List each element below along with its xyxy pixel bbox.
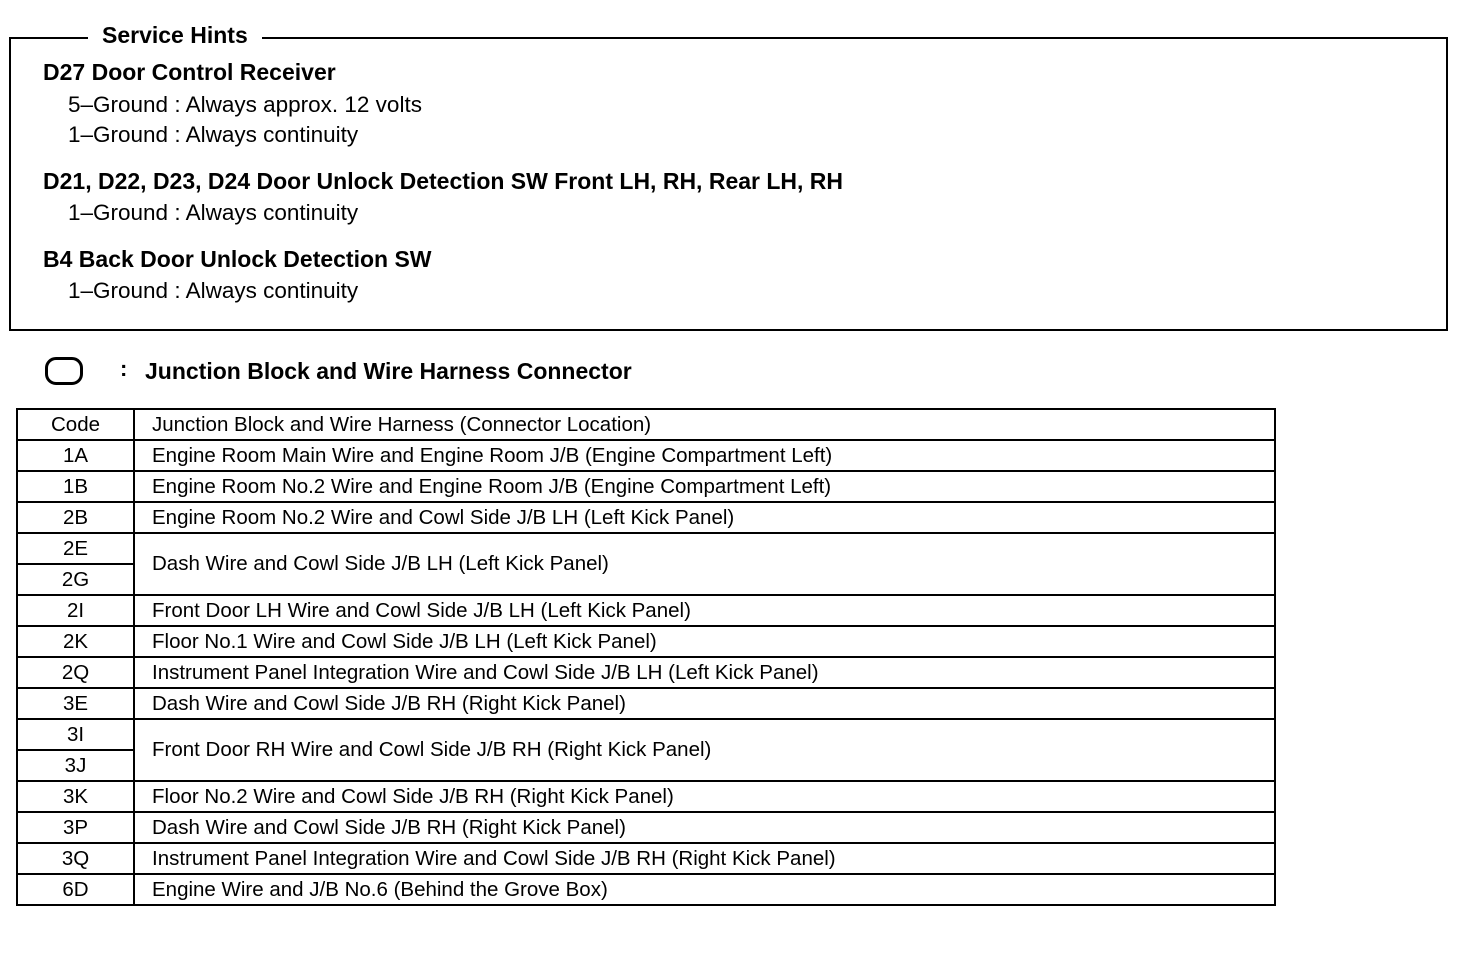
table-header-row [17, 409, 1275, 440]
row-code: 3J [17, 750, 134, 781]
row-description: Instrument Panel Integration Wire and Cowl Side J/B RH (Right Kick Panel) [134, 843, 1275, 874]
hint-heading-b4: B4 Back Door Unlock Detection SW [43, 246, 432, 272]
hint-line: 1–Ground : Always continuity [68, 122, 359, 147]
row-description: Floor No.1 Wire and Cowl Side J/B LH (Left Kick Panel) [134, 626, 1275, 657]
row-code: 1B [17, 471, 134, 502]
row-description: Dash Wire and Cowl Side J/B RH (Right Kick Panel) [134, 688, 1275, 719]
header-description: Junction Block and Wire Harness (Connector Location) [134, 409, 1275, 440]
row-description: Front Door RH Wire and Cowl Side J/B RH (Right Kick Panel) [134, 719, 1275, 781]
row-code: 3P [17, 812, 134, 843]
row-description: Engine Room No.2 Wire and Engine Room J/B (Engine Compartment Left) [134, 471, 1275, 502]
row-description: Floor No.2 Wire and Cowl Side J/B RH (Right Kick Panel) [134, 781, 1275, 812]
row-description: Dash Wire and Cowl Side J/B RH (Right Kick Panel) [134, 812, 1275, 843]
legend-label: Junction Block and Wire Harness Connector [145, 358, 632, 384]
row-code: 2K [17, 626, 134, 657]
row-description: Engine Room Main Wire and Engine Room J/B (Engine Compartment Left) [134, 440, 1275, 471]
row-code: 3I [17, 719, 134, 750]
row-code: 1A [17, 440, 134, 471]
row-code: 2E [17, 533, 134, 564]
service-hints-title: Service Hints [88, 20, 262, 50]
row-code: 2Q [17, 657, 134, 688]
row-description: Front Door LH Wire and Cowl Side J/B LH (Left Kick Panel) [134, 595, 1275, 626]
legend-colon: : [120, 356, 128, 381]
row-code: 2I [17, 595, 134, 626]
rounded-rectangle-icon [45, 357, 83, 385]
table-row [17, 781, 1275, 812]
table-row [17, 688, 1275, 719]
row-code: 3Q [17, 843, 134, 874]
row-description: Engine Room No.2 Wire and Cowl Side J/B LH (Left Kick Panel) [134, 502, 1275, 533]
row-code: 3K [17, 781, 134, 812]
row-code: 3E [17, 688, 134, 719]
table-row [17, 626, 1275, 657]
table-row [17, 533, 1275, 564]
header-code: Code [17, 409, 134, 440]
hint-heading-d21-d24: D21, D22, D23, D24 Door Unlock Detection SW Front LH, RH, Rear LH, RH [43, 168, 844, 194]
table-row [17, 657, 1275, 688]
hint-heading-d27: D27 Door Control Receiver [43, 59, 336, 85]
junction-block-table [16, 408, 1276, 906]
row-code: 2B [17, 502, 134, 533]
table-row [17, 471, 1275, 502]
row-description: Instrument Panel Integration Wire and Cowl Side J/B LH (Left Kick Panel) [134, 657, 1275, 688]
table-row [17, 812, 1275, 843]
table-row [17, 502, 1275, 533]
row-code: 2G [17, 564, 134, 595]
table-row [17, 843, 1275, 874]
hint-line: 1–Ground : Always continuity [68, 278, 359, 303]
hint-line: 1–Ground : Always continuity [68, 200, 359, 225]
row-code: 6D [17, 874, 134, 905]
table-row [17, 595, 1275, 626]
hint-line: 5–Ground : Always approx. 12 volts [68, 92, 422, 117]
table-row [17, 719, 1275, 750]
row-description: Engine Wire and J/B No.6 (Behind the Grove Box) [134, 874, 1275, 905]
table-row [17, 874, 1275, 905]
row-description: Dash Wire and Cowl Side J/B LH (Left Kick Panel) [134, 533, 1275, 595]
table-row [17, 440, 1275, 471]
